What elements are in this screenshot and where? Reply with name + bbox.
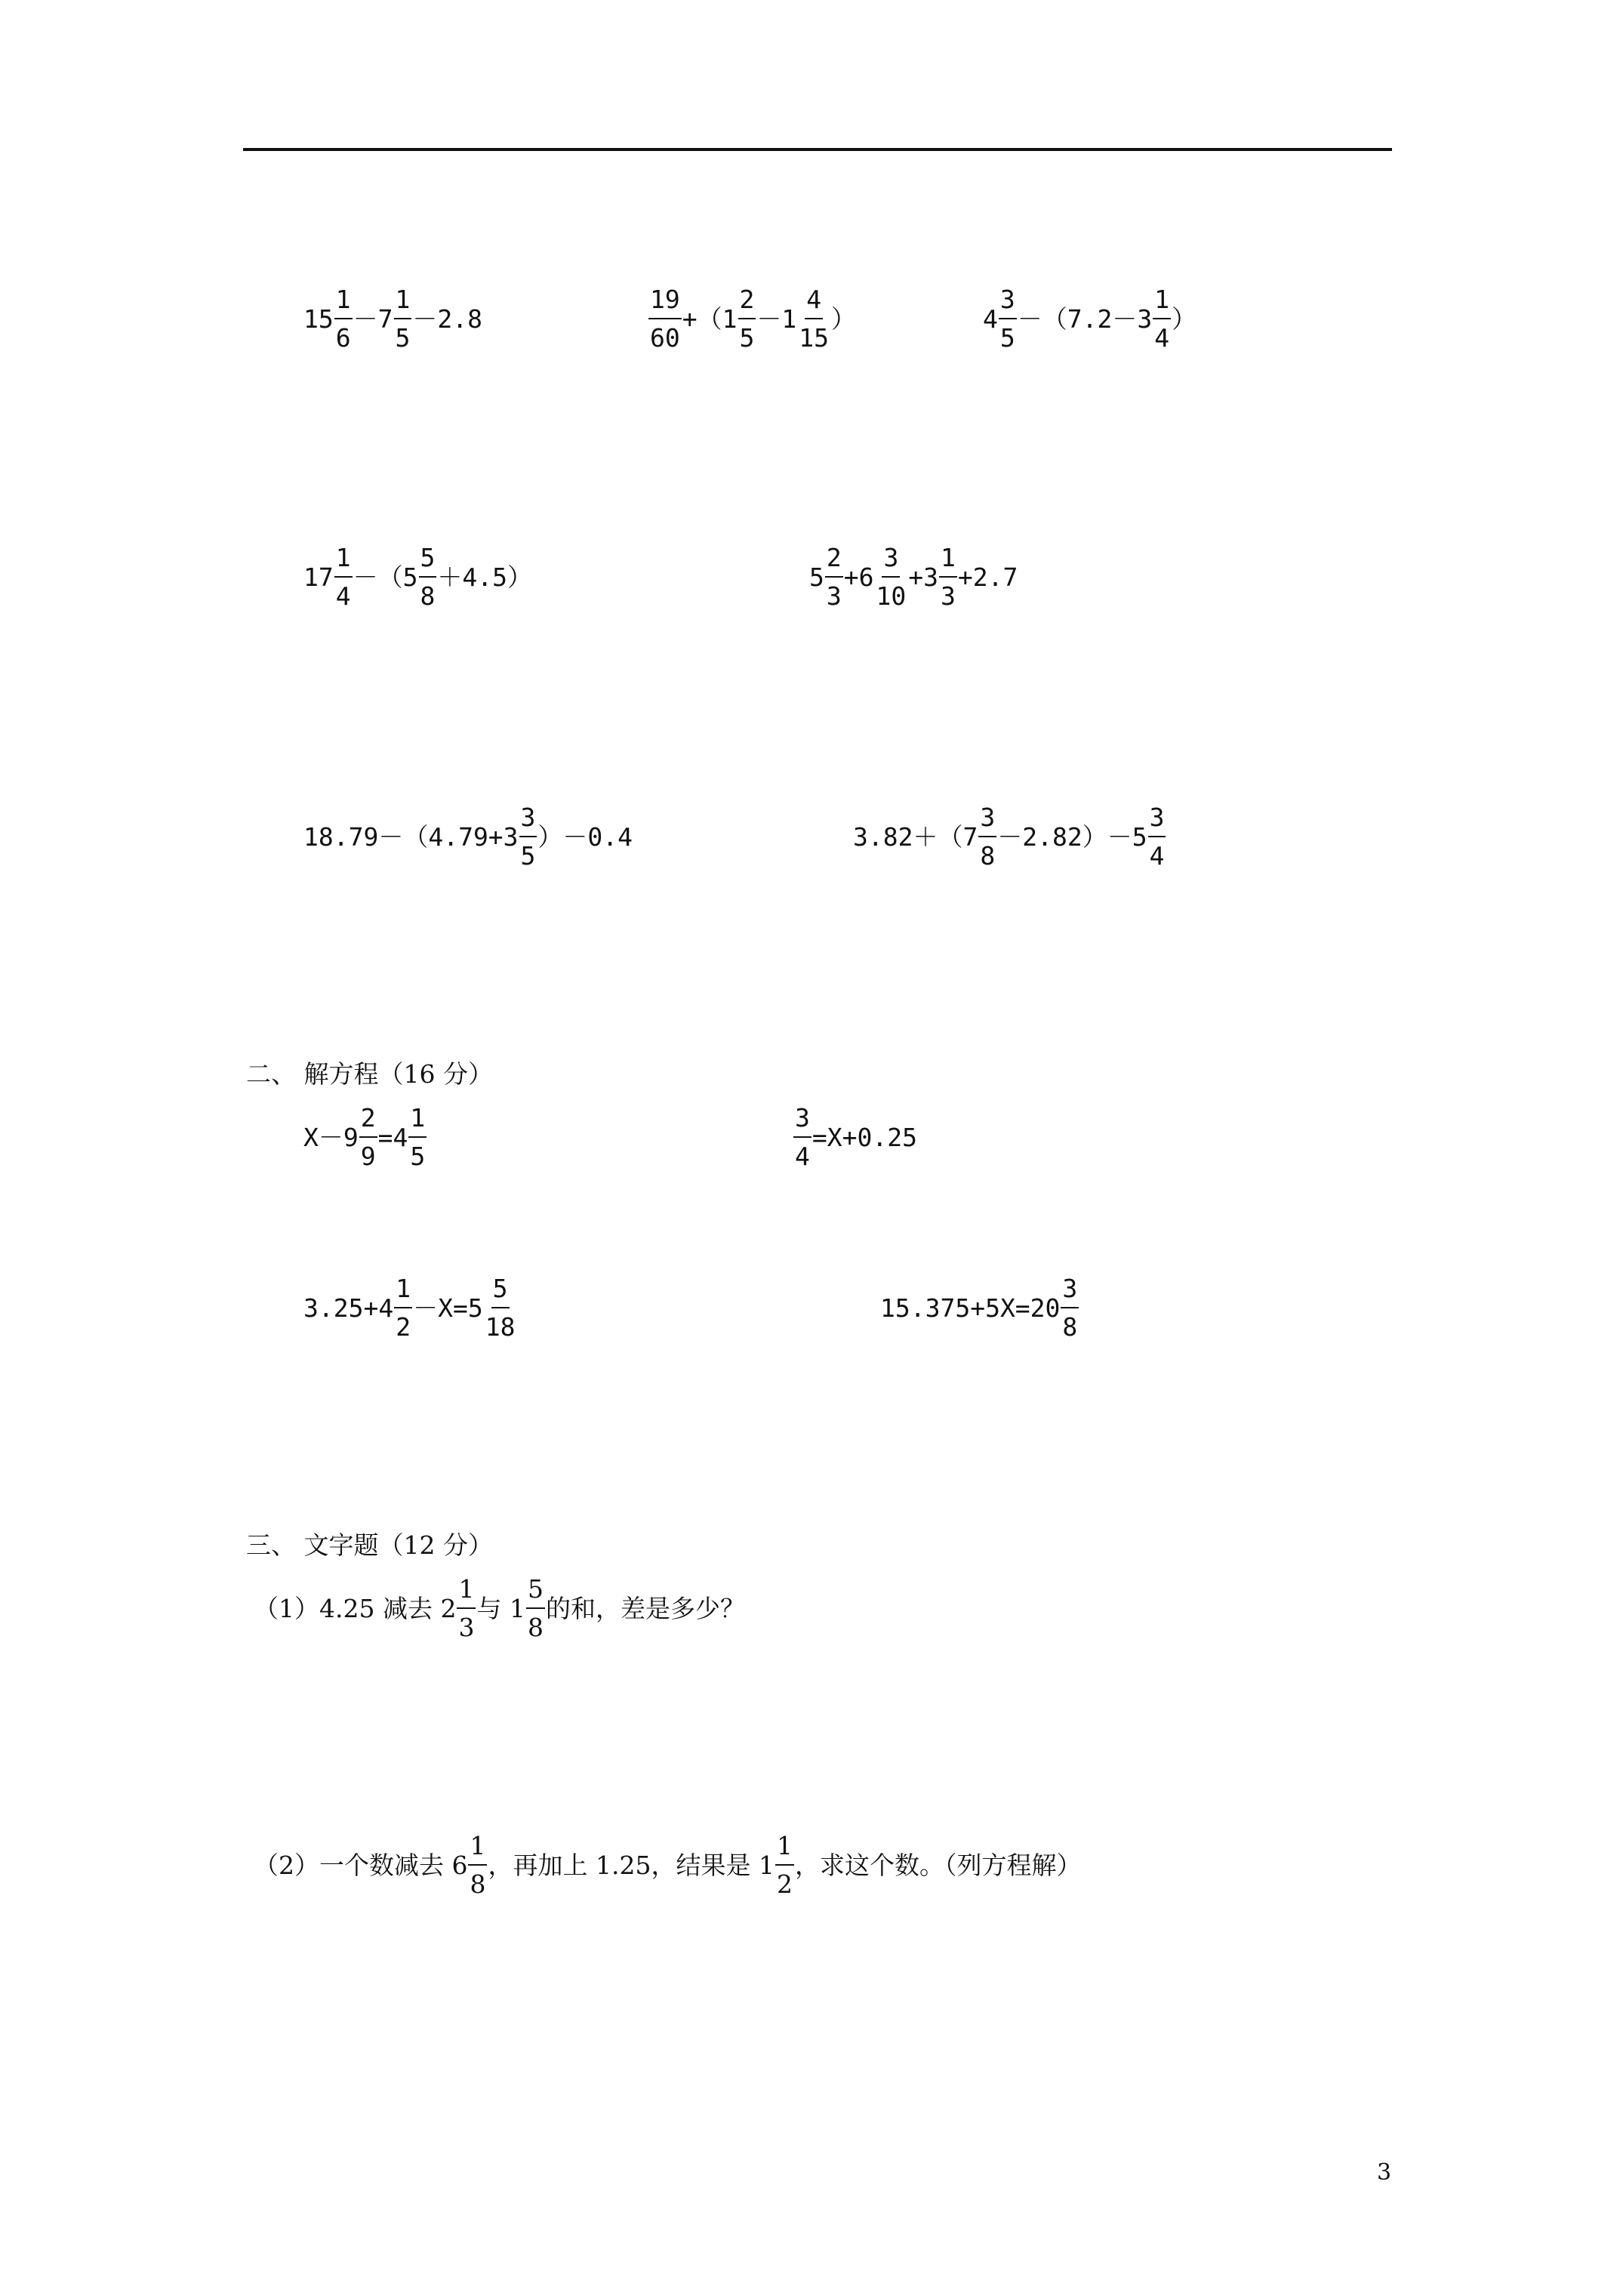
fraction-denominator: 4	[335, 581, 351, 611]
equation-4	[880, 1274, 1079, 1342]
fraction	[468, 1833, 487, 1897]
fraction-numerator: 19	[648, 287, 682, 319]
fraction-denominator: 6	[335, 323, 351, 353]
calc-expression-3	[983, 285, 1197, 353]
fraction	[359, 1105, 377, 1169]
fraction-denominator: 2	[776, 1869, 793, 1899]
fraction-denominator: 8	[527, 1613, 544, 1642]
section-heading-equations: 二、 解方程（16 分）	[246, 1059, 493, 1089]
fraction-numerator: 3	[1148, 805, 1166, 837]
equation-2	[793, 1105, 917, 1169]
expr-text: ，求这个数。（列方程解）	[794, 1850, 1082, 1880]
fraction-denominator: 3	[458, 1613, 475, 1642]
fraction	[738, 285, 756, 353]
fraction-denominator: 8	[470, 1869, 486, 1899]
fraction-numerator: 1	[939, 545, 957, 578]
calc-expression-4	[303, 545, 532, 609]
fraction-numerator: 1	[468, 1833, 487, 1866]
fraction-numerator: 3	[999, 287, 1017, 319]
expr-text: +6	[843, 562, 874, 592]
fraction	[875, 545, 908, 609]
fraction-denominator: 8	[420, 581, 436, 611]
expr-text: ）	[1172, 304, 1197, 334]
fraction	[999, 285, 1017, 353]
fraction-numerator: 3	[519, 805, 537, 837]
fraction-denominator: 5	[739, 323, 755, 353]
fraction	[419, 545, 437, 609]
expr-text: －X=5	[413, 1293, 483, 1323]
fraction-numerator: 2	[359, 1105, 377, 1138]
fraction-numerator: 1	[394, 1276, 412, 1308]
fraction-numerator: 1	[1153, 287, 1171, 319]
fraction	[457, 1576, 476, 1640]
fraction-denominator: 15	[799, 323, 829, 353]
calc-expression-5	[809, 545, 1018, 609]
expr-text: （1）4.25 减去 2	[254, 1593, 457, 1623]
equation-1	[303, 1105, 427, 1169]
expr-text: X－9	[303, 1122, 359, 1152]
expr-text: －（5	[353, 562, 418, 592]
calc-expression-2	[648, 285, 856, 353]
fraction-numerator: 4	[805, 287, 823, 319]
fraction-denominator: 2	[396, 1312, 411, 1342]
fraction-numerator: 2	[738, 287, 756, 319]
section-heading-word-problems: 三、 文字题（12 分）	[246, 1530, 493, 1560]
expr-text: ＋4.5）	[437, 562, 532, 592]
fraction-numerator: 5	[526, 1576, 545, 1609]
fraction-numerator: 5	[419, 545, 437, 578]
header-rule	[243, 148, 1392, 151]
fraction-denominator: 4	[1154, 323, 1170, 353]
fraction-numerator: 3	[793, 1105, 812, 1138]
fraction-numerator: 1	[408, 1105, 427, 1138]
fraction	[1061, 1274, 1079, 1342]
equation-3	[303, 1274, 517, 1342]
expr-text: +2.7	[957, 562, 1018, 592]
fraction-numerator: 1	[457, 1576, 476, 1609]
fraction	[939, 545, 957, 609]
fraction-numerator: 3	[1061, 1276, 1079, 1308]
fraction	[526, 1576, 545, 1640]
fraction-numerator: 5	[491, 1276, 510, 1308]
fraction	[334, 545, 353, 609]
fraction-denominator: 3	[941, 581, 956, 611]
fraction	[519, 803, 537, 871]
expr-text: +3	[908, 562, 938, 592]
fraction-numerator: 1	[775, 1833, 794, 1866]
expr-text: ）－0.4	[537, 821, 633, 852]
expr-text: －2.82）－5	[997, 821, 1147, 852]
expr-text: 与 1	[476, 1593, 525, 1623]
fraction-denominator: 60	[650, 323, 680, 353]
expr-text: ，再加上 1.25，结果是 1	[488, 1850, 775, 1880]
fraction-denominator: 4	[795, 1142, 810, 1171]
fraction-denominator: 5	[520, 841, 536, 871]
fraction	[797, 285, 830, 353]
fraction	[1148, 803, 1166, 871]
fraction	[825, 545, 843, 609]
expr-text: 5	[809, 562, 824, 592]
page-number: 3	[1377, 2159, 1392, 2186]
fraction	[648, 285, 682, 353]
fraction-numerator: 3	[882, 545, 900, 578]
fraction-denominator: 4	[1149, 841, 1165, 871]
fraction-numerator: 3	[978, 805, 996, 837]
fraction-numerator: 1	[334, 545, 353, 578]
expr-text: －7	[353, 304, 393, 334]
fraction	[394, 285, 412, 353]
expr-text: +（1	[682, 304, 738, 334]
fraction-numerator: 1	[334, 287, 353, 319]
fraction-denominator: 10	[876, 581, 907, 611]
fraction	[484, 1274, 517, 1342]
word-problem-1	[254, 1576, 745, 1640]
fraction-denominator: 9	[360, 1142, 376, 1171]
fraction-denominator: 5	[999, 323, 1015, 353]
calc-expression-6	[303, 803, 633, 871]
expr-text: 3.25+4	[303, 1293, 394, 1323]
fraction	[1153, 285, 1171, 353]
calc-expression-1	[303, 285, 482, 353]
fraction-denominator: 3	[826, 581, 842, 611]
expr-text: －1	[756, 304, 797, 334]
expr-text: 17	[303, 562, 334, 592]
expr-text: －2.8	[412, 304, 482, 334]
fraction	[793, 1105, 812, 1169]
calc-expression-7	[853, 803, 1166, 871]
fraction-denominator: 18	[485, 1312, 516, 1342]
expr-text: －（7.2－3	[1017, 304, 1153, 334]
fraction	[775, 1833, 794, 1897]
expr-text: ）	[831, 304, 856, 334]
expr-text: 4	[983, 304, 998, 334]
expr-text: =X+0.25	[812, 1122, 917, 1152]
fraction-denominator: 5	[410, 1142, 426, 1171]
expr-text: 3.82＋（7	[853, 821, 978, 852]
expr-text: =4	[377, 1122, 408, 1152]
fraction-numerator: 1	[394, 287, 412, 319]
fraction-denominator: 8	[1062, 1312, 1078, 1342]
fraction	[394, 1274, 412, 1342]
expr-text: 15.375+5X=20	[880, 1293, 1061, 1323]
fraction-denominator: 5	[395, 323, 411, 353]
fraction-numerator: 2	[825, 545, 843, 578]
fraction	[978, 803, 996, 871]
expr-text: 18.79－（4.79+3	[303, 821, 519, 852]
fraction	[334, 285, 353, 353]
expr-text: 15	[303, 304, 334, 334]
word-problem-2	[254, 1833, 1081, 1897]
fraction-denominator: 8	[980, 841, 996, 871]
fraction	[408, 1105, 427, 1169]
expr-text: 的和，差是多少？	[545, 1593, 745, 1623]
expr-text: （2）一个数减去 6	[254, 1850, 468, 1880]
